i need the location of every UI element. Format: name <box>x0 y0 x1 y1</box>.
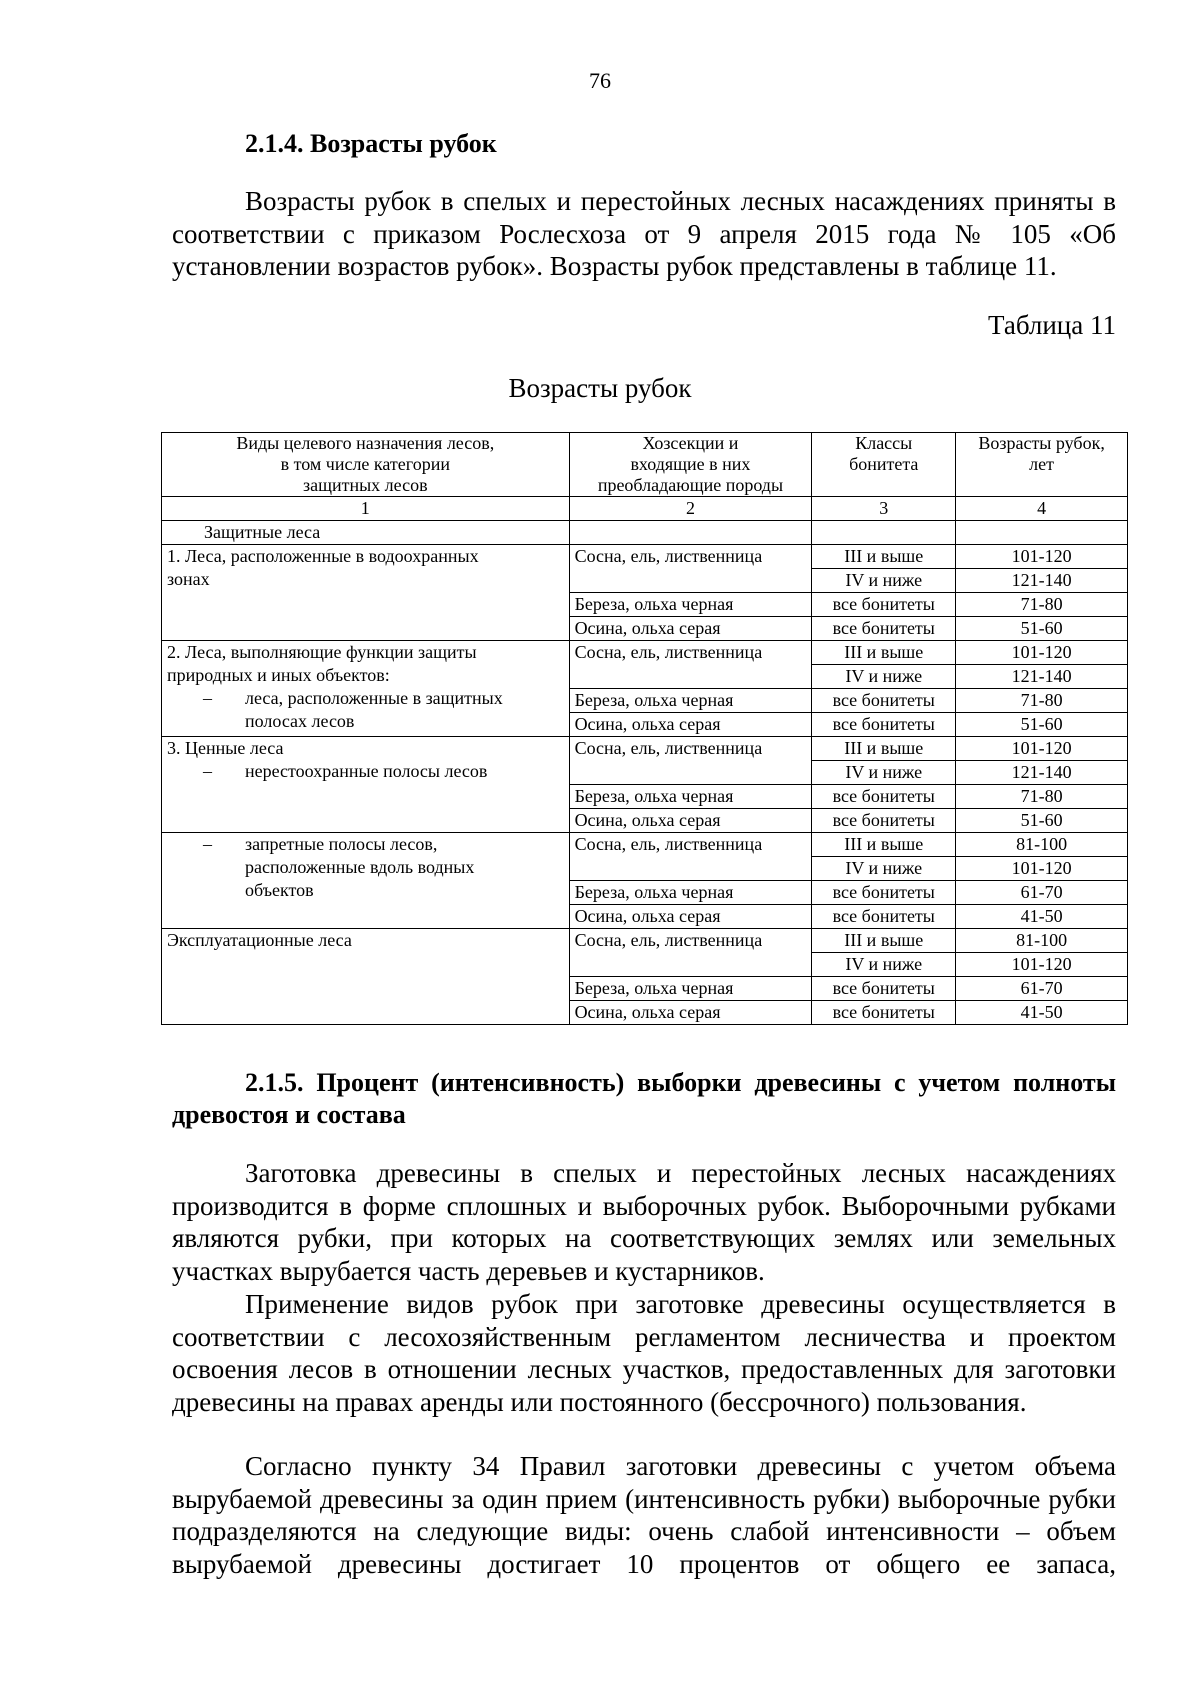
age-cell: 51-60 <box>956 713 1128 737</box>
age-cell: 101-120 <box>956 857 1128 881</box>
bonitet-cell: IV и ниже <box>812 665 956 689</box>
table-reference: Таблица 11 <box>988 310 1116 340</box>
bonitet-cell: все бонитеты <box>812 785 956 809</box>
age-cell: 71-80 <box>956 689 1128 713</box>
species-cell: Береза, ольха черная <box>569 881 812 905</box>
species-cell: Береза, ольха черная <box>569 977 812 1001</box>
bonitet-cell: IV и ниже <box>812 953 956 977</box>
column-number-row <box>162 497 1128 521</box>
group-cell: 1. Леса, расположенные в водоохранных зонах <box>162 545 570 641</box>
group-row-protective <box>162 521 1128 545</box>
species-cell: Береза, ольха черная <box>569 785 812 809</box>
age-cell: 61-70 <box>956 881 1128 905</box>
bonitet-cell: все бонитеты <box>812 617 956 641</box>
bonitet-cell: все бонитеты <box>812 1001 956 1025</box>
table-row <box>162 737 1128 761</box>
group-cell: – запретные полосы лесов, расположенные вдоль водных объектов <box>162 833 570 929</box>
species-cell: Осина, ольха серая <box>569 809 812 833</box>
age-cell: 121-140 <box>956 569 1128 593</box>
species-cell: Береза, ольха черная <box>569 593 812 617</box>
cutting-ages-table <box>161 432 1128 1025</box>
paragraph-harvesting: Заготовка древесины в спелых и перестойных лесных насаждениях производится в форме сплошных и выборочных рубок. Выборочными рубками являются рубки, при которых на соответствующих землях или земельных участках вырубается часть деревьев и кустарников. <box>172 1158 1116 1286</box>
species-cell: Осина, ольха серая <box>569 713 812 737</box>
paragraph-application: Применение видов рубок при заготовке древесины осуществляется в соответствии с лесохозяйственным регламентом лесничества и проектом освоения лесов в отношении лесных участков, предоставленных для заготовки древесины на правах аренды или постоянного (бессрочного) пользования. <box>172 1289 1116 1417</box>
header-cutting-age: Возрасты рубок, лет <box>956 433 1128 497</box>
group-cell: Эксплуатационные леса <box>162 929 570 1025</box>
table-row <box>162 833 1128 857</box>
bonitet-cell: все бонитеты <box>812 881 956 905</box>
intro-paragraph: Возрасты рубок в спелых и перестойных лесных насаждениях приняты в соответствии с приказом Рослесхоза от 9 апреля 2015 года № 105 «Об установлении возрастов рубок». Возрасты рубок представлены в таблице 11. <box>172 186 1116 281</box>
age-cell: 101-120 <box>956 545 1128 569</box>
age-cell: 51-60 <box>956 809 1128 833</box>
age-cell: 121-140 <box>956 761 1128 785</box>
age-cell: 121-140 <box>956 665 1128 689</box>
col-num: 4 <box>956 497 1128 521</box>
bonitet-cell: IV и ниже <box>812 569 956 593</box>
header-bonitet: Классы бонитета <box>812 433 956 497</box>
bonitet-cell: III и выше <box>812 641 956 665</box>
species-cell: Осина, ольха серая <box>569 617 812 641</box>
age-cell: 71-80 <box>956 593 1128 617</box>
header-forest-purpose: Виды целевого назначения лесов, в том числе категории защитных лесов <box>162 433 570 497</box>
age-cell: 41-50 <box>956 905 1128 929</box>
species-cell: Береза, ольха черная <box>569 689 812 713</box>
paragraph-intensity: Согласно пункту 34 Правил заготовки древесины с учетом объема вырубаемой древесины за один прием (интенсивность рубки) выборочные рубки подразделяются на следующие виды: очень слабой интенсивности – объем вырубаемой древесины достигает 10 процентов от общего ее запаса, <box>172 1451 1116 1579</box>
section-heading-2-1-4: 2.1.4. Возрасты рубок <box>245 129 497 158</box>
bonitet-cell: все бонитеты <box>812 905 956 929</box>
age-cell: 101-120 <box>956 641 1128 665</box>
group-label: Защитные леса <box>162 521 570 545</box>
age-cell: 41-50 <box>956 1001 1128 1025</box>
table-row <box>162 929 1128 953</box>
bonitet-cell: III и выше <box>812 737 956 761</box>
bonitet-cell: все бонитеты <box>812 977 956 1001</box>
age-cell: 71-80 <box>956 785 1128 809</box>
table-header-row <box>162 433 1128 497</box>
bonitet-cell: все бонитеты <box>812 713 956 737</box>
bonitet-cell: III и выше <box>812 545 956 569</box>
species-cell: Сосна, ель, лиственница <box>569 833 812 881</box>
group-cell: 2. Леса, выполняющие функции защиты природных и иных объектов: – леса, расположенные в защитных полосах лесов <box>162 641 570 737</box>
col-num: 3 <box>812 497 956 521</box>
table-row <box>162 641 1128 665</box>
age-cell: 81-100 <box>956 833 1128 857</box>
group-cell: 3. Ценные леса – нерестоохранные полосы лесов <box>162 737 570 833</box>
section-heading-2-1-5: 2.1.5. Процент (интенсивность) выборки древесины с учетом полноты древостоя и состава <box>172 1068 1116 1129</box>
bonitet-cell: все бонитеты <box>812 809 956 833</box>
table-row <box>162 545 1128 569</box>
bonitet-cell: III и выше <box>812 833 956 857</box>
bonitet-cell: все бонитеты <box>812 593 956 617</box>
bonitet-cell: все бонитеты <box>812 689 956 713</box>
species-cell: Осина, ольха серая <box>569 905 812 929</box>
species-cell: Сосна, ель, лиственница <box>569 929 812 977</box>
bonitet-cell: IV и ниже <box>812 761 956 785</box>
bonitet-cell: III и выше <box>812 929 956 953</box>
age-cell: 51-60 <box>956 617 1128 641</box>
table-title: Возрасты рубок <box>508 373 692 403</box>
age-cell: 101-120 <box>956 737 1128 761</box>
header-sections: Хозсекции и входящие в них преобладающие породы <box>569 433 812 497</box>
col-num: 1 <box>162 497 570 521</box>
age-cell: 101-120 <box>956 953 1128 977</box>
species-cell: Осина, ольха серая <box>569 1001 812 1025</box>
species-cell: Сосна, ель, лиственница <box>569 737 812 785</box>
species-cell: Сосна, ель, лиственница <box>569 545 812 593</box>
age-cell: 61-70 <box>956 977 1128 1001</box>
species-cell: Сосна, ель, лиственница <box>569 641 812 689</box>
page-number: 76 <box>589 68 611 93</box>
age-cell: 81-100 <box>956 929 1128 953</box>
bonitet-cell: IV и ниже <box>812 857 956 881</box>
col-num: 2 <box>569 497 812 521</box>
